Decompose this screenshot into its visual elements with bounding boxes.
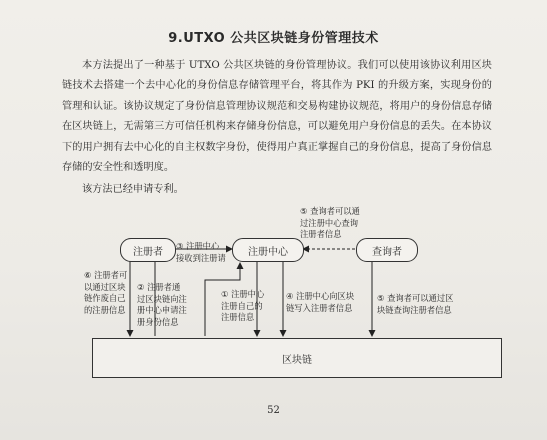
blockchain-label: 区块链 — [282, 354, 312, 366]
patent-note: 该方法已经申请专利。 — [82, 184, 184, 195]
step1-line3: 注册信息 — [221, 312, 255, 322]
step6-label — [84, 270, 127, 316]
step2-line1: ② 注册者通 — [137, 282, 181, 292]
step5-top-line1: ⑤ 查询者可以通 — [300, 206, 360, 216]
step1-label — [221, 289, 264, 324]
step4-label — [286, 291, 354, 314]
step5-top-label — [300, 206, 360, 241]
step3-line2: 接收到注册请 — [176, 252, 226, 263]
step3-label — [176, 241, 226, 264]
querier-node — [356, 238, 418, 262]
step5-right-line1: ⑤ 查询者可以通过区 — [377, 293, 454, 303]
registry-label: 注册中心 — [248, 246, 288, 258]
step5-top-line3: 注册者信息 — [300, 229, 342, 239]
step4-line1: ④ 注册中心向区块 — [286, 291, 355, 301]
step1-line1: ① 注册中心 — [221, 289, 265, 299]
step6-line3: 链作废自己 — [84, 293, 126, 303]
step5-right-label — [377, 293, 453, 316]
querier-label: 查询者 — [372, 246, 402, 258]
step5-top-line2: 过注册中心查询 — [300, 217, 359, 228]
registry-node — [232, 238, 304, 262]
blockchain-node — [92, 338, 502, 378]
section-title: 9.UTXO 公共区块链身份管理技术 — [168, 31, 379, 46]
step1-line2: 注册自己的 — [221, 300, 263, 311]
step6-line4: 的注册信息 — [84, 304, 126, 315]
step6-line1: ⑥ 注册者可 — [84, 270, 128, 280]
step6-line2: 以通过区块 — [84, 281, 126, 292]
registrant-node — [120, 238, 176, 262]
page-number: 52 — [267, 405, 280, 416]
step4-line2: 链写入注册者信息 — [286, 302, 353, 313]
step2-line3: 册中心申请注 — [137, 305, 187, 315]
step3-line1: ③ 注册中心 — [176, 241, 220, 251]
step2-line2: 过区块链向注 — [137, 293, 187, 304]
step2-label — [137, 282, 187, 328]
registrant-label: 注册者 — [133, 246, 163, 258]
step2-line4: 册身份信息 — [137, 316, 179, 327]
body-paragraph: 本方法提出了一种基于 UTXO 公共区块链的身份管理协议。我们可以使用该协议利用区块链技术去搭建一个去中心化的身份信息存储管理平台，将其作为 PKI 的升级方案，实现身份的管理和认证。该协议规定了身份信息管理协议规范和交易构建协议规范，将用户的身份信息存储在区块链上，无需第三方可信任机构来存储身份信息，可以避免用户身份信息的丢失。在本协议下的用户拥有去中心化的自主权数字身份，使得用户真正掌握自己的身份信息，提高了身份信息存储的安全性和透明度。 — [62, 60, 492, 174]
step5-right-line2: 块链查询注册者信息 — [377, 304, 452, 315]
